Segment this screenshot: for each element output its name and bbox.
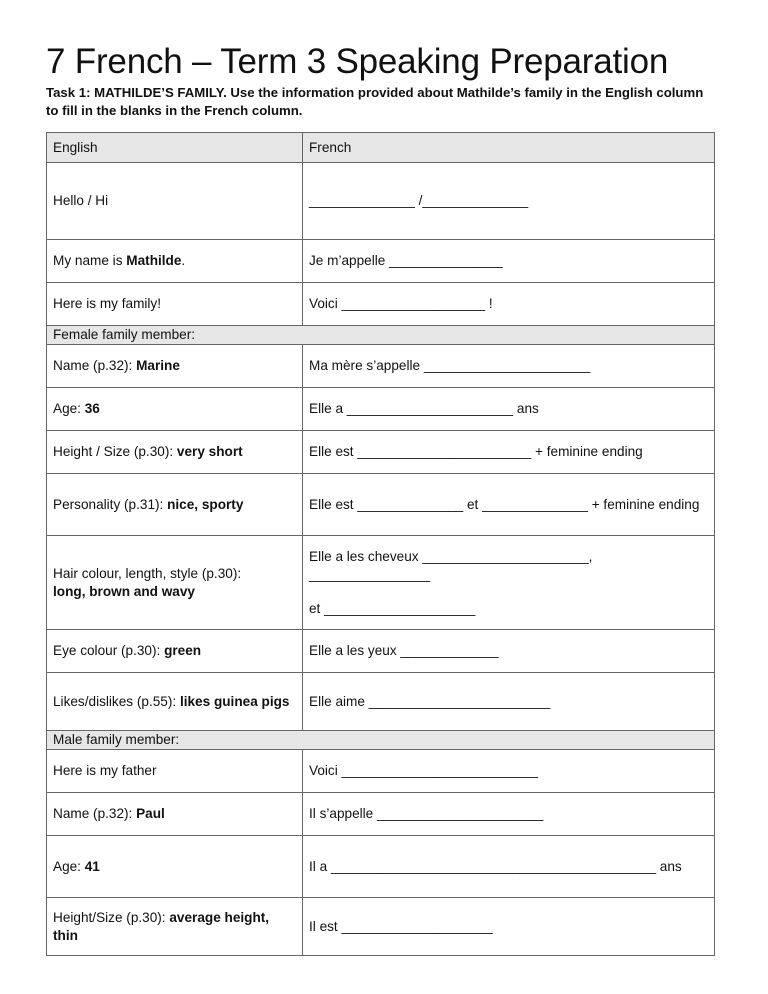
french-blank-cell[interactable]: ______________ /______________: [303, 163, 715, 240]
section-row-female: [47, 326, 715, 345]
table-header-row: [47, 133, 715, 163]
french-blank-cell[interactable]: Il est ____________________: [303, 898, 715, 956]
french-blank-cell[interactable]: Voici __________________________: [303, 750, 715, 793]
english-text: Age:: [53, 858, 85, 874]
english-text: Hair colour, length, style (p.30):: [53, 565, 242, 581]
english-key-value: 41: [84, 858, 100, 874]
table-row: [47, 388, 715, 431]
table-row: [47, 536, 715, 630]
english-key-value: Paul: [136, 806, 165, 821]
table-row: [47, 345, 715, 388]
french-blank-cell[interactable]: [303, 536, 715, 630]
english-key-value: average height, thin: [53, 909, 270, 943]
english-text: My name is: [53, 253, 127, 268]
english-key-value: nice, sporty: [167, 496, 244, 512]
french-blank-cell[interactable]: Il s’appelle ______________________: [303, 793, 715, 836]
english-key-value: long, brown and wavy: [53, 583, 195, 599]
english-text: Age:: [53, 401, 85, 416]
english-cell: [47, 388, 303, 431]
french-blank-cell[interactable]: Elle est _______________________ + feminine ending: [303, 431, 715, 474]
english-text: Eye colour (p.30):: [53, 643, 165, 658]
french-blank-cell[interactable]: Elle a ______________________ ans: [303, 388, 715, 431]
english-text: Name (p.32):: [53, 358, 137, 373]
section-heading: Male family member:: [47, 731, 715, 750]
english-text: Name (p.32):: [53, 806, 137, 821]
english-cell: [47, 793, 303, 836]
english-text: Personality (p.31):: [53, 496, 168, 512]
english-text: Height/Size (p.30):: [53, 909, 170, 925]
task-instructions: Task 1: MATHILDE’S FAMILY. Use the information provided about Mathilde’s family in the English column to fill in the blanks in the French column.: [46, 85, 704, 118]
table-row: [47, 750, 715, 793]
section-row-male: [47, 731, 715, 750]
section-heading: Female family member:: [47, 326, 715, 345]
table-row: [47, 673, 715, 731]
table-row: [47, 793, 715, 836]
table-row: [47, 630, 715, 673]
english-key-value: Marine: [136, 358, 180, 373]
table-row: [47, 431, 715, 474]
table-row: [47, 836, 715, 898]
french-blank-cell[interactable]: Elle a les yeux _____________: [303, 630, 715, 673]
english-key-value: likes guinea pigs: [179, 693, 290, 709]
english-key-value: very short: [176, 444, 243, 459]
french-blank-cell[interactable]: Voici ___________________ !: [303, 283, 715, 326]
english-text: Likes/dislikes (p.55):: [53, 693, 180, 709]
english-cell: [47, 474, 303, 536]
english-cell: [47, 240, 303, 283]
table-row: [47, 163, 715, 240]
english-key-value: green: [164, 643, 202, 658]
table-row: [47, 898, 715, 956]
english-key-value: 36: [84, 401, 100, 416]
table-row: [47, 474, 715, 536]
header-french: French: [303, 133, 715, 163]
english-cell: Here is my family!: [47, 283, 303, 326]
english-key-value: Mathilde: [126, 253, 182, 268]
english-text: Height / Size (p.30):: [53, 444, 177, 459]
french-blank-cell[interactable]: Ma mère s’appelle ______________________: [303, 345, 715, 388]
french-blank-cell[interactable]: Je m’appelle _______________: [303, 240, 715, 283]
english-text-suffix: .: [181, 253, 186, 268]
french-blank-cell[interactable]: Il a ___________________________________________ ans: [303, 836, 715, 898]
french-line-1: Elle a les cheveux ______________________, ________________: [309, 548, 593, 582]
english-cell: [47, 898, 303, 956]
english-cell: [47, 836, 303, 898]
page-title: 7 French – Term 3 Speaking Preparation: [46, 42, 669, 81]
header-english: English: [47, 133, 303, 163]
french-line-2: et ____________________: [309, 600, 476, 616]
english-cell: [47, 673, 303, 731]
vocabulary-table: [46, 132, 715, 956]
english-cell: [47, 536, 303, 630]
english-cell: [47, 630, 303, 673]
french-blank-cell[interactable]: Elle aime ________________________: [303, 673, 715, 731]
french-blank-cell[interactable]: Elle est ______________ et ______________ + feminine ending: [303, 474, 715, 536]
table-row: [47, 240, 715, 283]
english-cell: Hello / Hi: [47, 163, 303, 240]
table-row: [47, 283, 715, 326]
english-cell: Here is my father: [47, 750, 303, 793]
worksheet-page: [46, 0, 714, 943]
english-cell: [47, 431, 303, 474]
english-cell: [47, 345, 303, 388]
